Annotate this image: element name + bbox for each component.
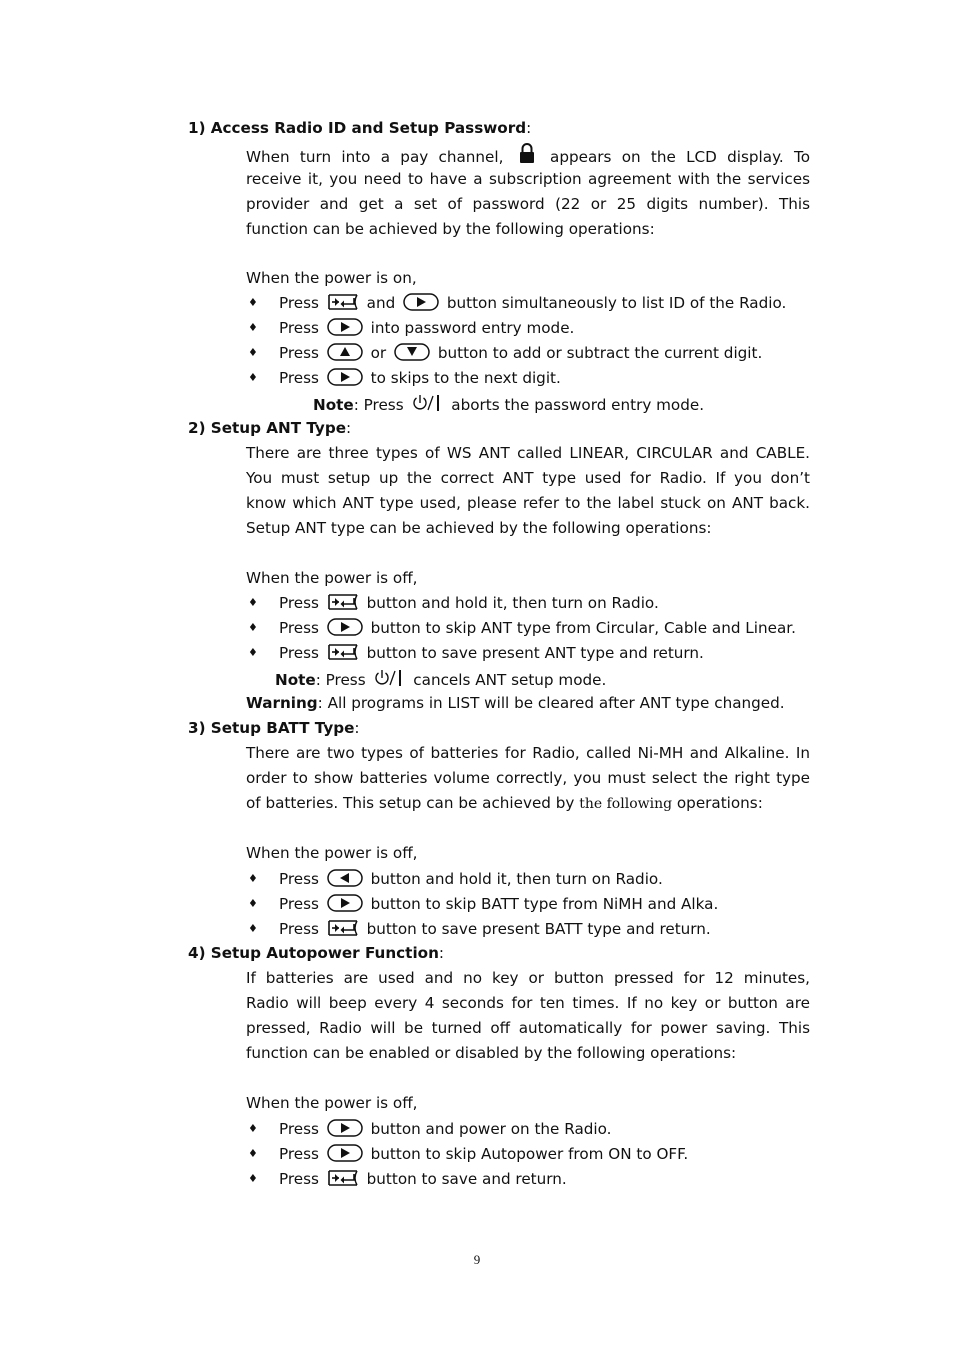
section-1-heading: 1) Access Radio ID and Setup Password: <box>188 119 532 137</box>
bullet-glyph: ♦ <box>248 371 258 384</box>
list-item: Press button to save present ANT type and return. <box>279 643 704 666</box>
list-item: Press into password entry mode. <box>279 318 574 341</box>
bullet-glyph: ♦ <box>248 296 258 309</box>
bullet-glyph: ♦ <box>248 922 258 935</box>
list-item: Press button and power on the Radio. <box>279 1119 611 1142</box>
enter-button-icon <box>327 1169 359 1192</box>
right-arrow-button-icon <box>327 618 363 641</box>
bullet-glyph: ♦ <box>248 621 258 634</box>
paragraph-line: Radio will beep every 4 seconds for ten times. If no key or button are <box>246 994 810 1012</box>
paragraph-line: When turn into a pay channel, appears on the LCD display. To <box>246 142 810 167</box>
section-2-paragraph <box>246 441 810 541</box>
paragraph-line: function can be enabled or disabled by the following operations: <box>246 1044 737 1062</box>
section-1-paragraph <box>246 142 810 242</box>
bullet-glyph: ♦ <box>248 321 258 334</box>
section-4-heading: 4) Setup Autopower Function: <box>188 944 445 962</box>
section-1-note: Note: Press aborts the password entry mode. <box>313 393 704 418</box>
section-3-heading: 3) Setup BATT Type: <box>188 719 360 737</box>
bullet-glyph: ♦ <box>248 596 258 609</box>
list-item: Press button to skip ANT type from Circular, Cable and Linear. <box>279 618 796 641</box>
bullet-glyph: ♦ <box>248 1147 258 1160</box>
section-2-warning: Warning: All programs in LIST will be cleared after ANT type changed. <box>246 694 785 712</box>
list-item: Press button to skip Autopower from ON to OFF. <box>279 1144 688 1167</box>
power-icon <box>373 668 405 693</box>
paragraph-line: You must setup up the correct ANT type used for Radio. If you don’t <box>246 469 810 487</box>
list-item: Press button to skip BATT type from NiMH and Alka. <box>279 894 718 917</box>
bullet-glyph: ♦ <box>248 1122 258 1135</box>
list-item: Press button and hold it, then turn on Radio. <box>279 869 663 892</box>
paragraph-line: function can be achieved by the following operations: <box>246 220 655 238</box>
bullet-glyph: ♦ <box>248 897 258 910</box>
up-arrow-button-icon <box>327 343 363 366</box>
right-arrow-button-icon <box>327 1119 363 1142</box>
paragraph-line: know which ANT type used, please refer to the label stuck on ANT back. <box>246 494 810 512</box>
list-item: Press button to save and return. <box>279 1169 567 1192</box>
section-3-power-state: When the power is off, <box>246 844 418 862</box>
list-item: Press button to save present BATT type and return. <box>279 919 711 942</box>
paragraph-line: If batteries are used and no key or button pressed for 12 minutes, <box>246 969 810 987</box>
enter-button-icon <box>327 593 359 616</box>
section-1-power-state: When the power is on, <box>246 269 417 287</box>
bullet-glyph: ♦ <box>248 872 258 885</box>
enter-button-icon <box>327 919 359 942</box>
page-number: 9 <box>473 1252 481 1267</box>
power-icon <box>411 393 443 418</box>
right-arrow-button-icon <box>327 368 363 391</box>
bullet-glyph: ♦ <box>248 646 258 659</box>
paragraph-line: There are three types of WS ANT called LINEAR, CIRCULAR and CABLE. <box>246 444 810 462</box>
down-arrow-button-icon <box>394 343 430 366</box>
bullet-glyph: ♦ <box>248 346 258 359</box>
section-4-paragraph <box>246 966 810 1066</box>
paragraph-line: order to show batteries volume correctly, you must select the right type <box>246 769 810 787</box>
right-arrow-button-icon <box>327 318 363 341</box>
bullet-glyph: ♦ <box>248 1172 258 1185</box>
list-item: Press and button simultaneously to list ID of the Radio. <box>279 293 786 316</box>
section-2-note: Note: Press cancels ANT setup mode. <box>275 668 606 693</box>
right-arrow-button-icon <box>327 894 363 917</box>
enter-button-icon <box>327 293 359 316</box>
left-arrow-button-icon <box>327 869 363 892</box>
paragraph-line: receive it, you need to have a subscription agreement with the services <box>246 170 810 188</box>
list-item: Press or button to add or subtract the current digit. <box>279 343 762 366</box>
paragraph-line: Setup ANT type can be achieved by the following operations: <box>246 519 712 537</box>
paragraph-line: of batteries. This setup can be achieved by the following operations: <box>246 794 763 812</box>
paragraph-line: provider and get a set of password (22 or 25 digits number). This <box>246 195 810 213</box>
section-2-heading: 2) Setup ANT Type: <box>188 419 352 437</box>
paragraph-line: There are two types of batteries for Radio, called Ni-MH and Alkaline. In <box>246 744 810 762</box>
section-2-power-state: When the power is off, <box>246 569 418 587</box>
right-arrow-button-icon <box>327 1144 363 1167</box>
section-4-power-state: When the power is off, <box>246 1094 418 1112</box>
section-3-paragraph <box>246 741 810 816</box>
paragraph-line: pressed, Radio will be turned off automatically for power saving. This <box>246 1019 810 1037</box>
list-item: Press button and hold it, then turn on Radio. <box>279 593 659 616</box>
enter-button-icon <box>327 643 359 666</box>
list-item: Press to skips to the next digit. <box>279 368 561 391</box>
right-arrow-button-icon <box>403 293 439 316</box>
